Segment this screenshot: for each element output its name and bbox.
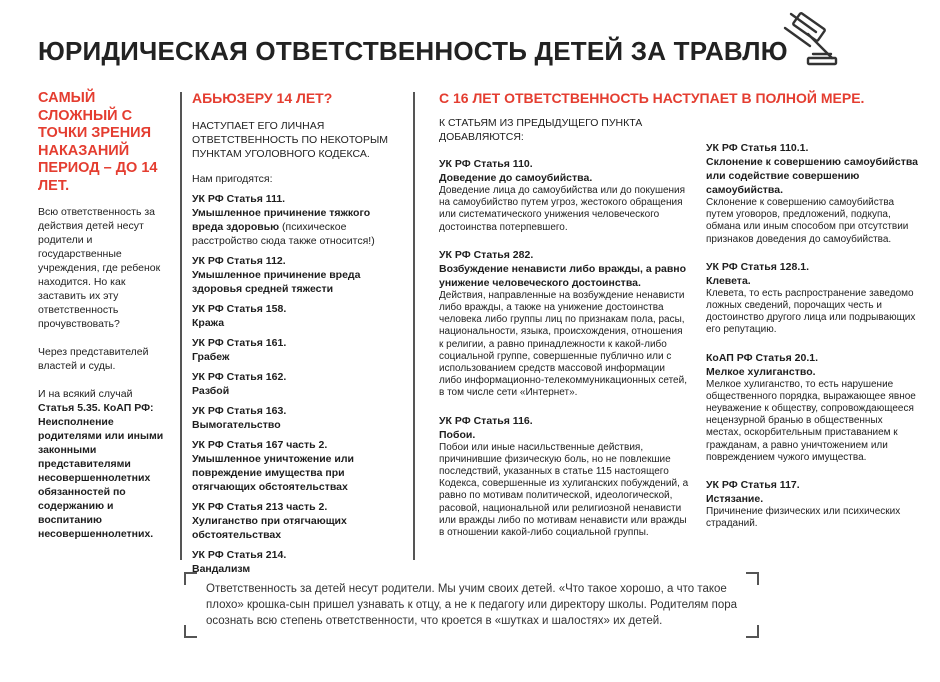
article-code: УК РФ Статья 128.1.	[706, 260, 810, 273]
under-14-paragraph: Через представителей властей и суды.	[38, 346, 149, 372]
article-note: (психическое расстройство сюда также относится!)	[192, 220, 375, 247]
article-title: Склонение к совершению самоубийства или содействие совершению самоубийства.	[706, 156, 918, 196]
gavel-icon	[780, 8, 840, 70]
article-list	[192, 192, 392, 576]
article-title: Доведение до самоубийства.	[439, 172, 593, 184]
article-title: Побои.	[439, 428, 476, 441]
koap-article-code: Статья 5.35. КоАП РФ:	[38, 402, 154, 414]
article-description: Клевета, то есть распространение заведомо ложных сведений, порочащих честь и достоинство другого лица или подрывающих его репутацию.	[706, 287, 916, 336]
article-item	[192, 370, 392, 398]
article-title: Вымогательство	[192, 418, 281, 431]
article-description: Склонение к совершению самоубийства путем уговоров, предложений, подкупа, обмана или иным способом при отсутствии признаков доведения до самоубийства.	[706, 197, 909, 245]
article-title: Хулиганство при отягчающих обстоятельствах	[192, 514, 347, 541]
article-title: Кража	[192, 316, 225, 329]
article-code: КоАП РФ Статья 20.1.	[706, 351, 819, 364]
quote-text: Ответственность за детей несут родители. Мы учим своих детей. «Что такое хорошо, а что такое плохо» крошка-сын пришел узнавать к отцу, а не к педагогу или директору школы. Родителям пора осознать всю степень ответственности, что кроется в «шутках и шалостях» их детей.	[206, 583, 738, 627]
column-under-14	[38, 90, 166, 541]
article-item	[192, 438, 392, 494]
article-title: Клевета.	[706, 274, 751, 287]
article-item	[192, 500, 392, 542]
article-description: Доведение лица до самоубийства или до покушения на самоубийство путем угроз, жестокого обращения или систематического унижения человеческого достоинства потерпевшего.	[439, 185, 686, 233]
koap-article-text: Неисполнение родителями или иными законными представителями несовершеннолетних обязанностей по содержанию и воспитанию несовершеннолетних.	[38, 416, 164, 540]
age-16-heading: С 16 ЛЕТ ОТВЕТСТВЕННОСТЬ НАСТУПАЕТ В ПОЛНОЙ МЕРЕ.	[439, 90, 865, 106]
age-16-subheading: К СТАТЬЯМ ИЗ ПРЕДЫДУЩЕГО ПУНКТА ДОБАВЛЯЮТСЯ:	[439, 117, 643, 143]
article-code: УК РФ Статья 112.	[192, 254, 286, 267]
article-code: УК РФ Статья 213 часть 2.	[192, 500, 328, 513]
article-title: Возбуждение ненависти либо вражды, а равно унижение человеческого достоинства.	[439, 262, 687, 289]
quote-bracket	[184, 572, 197, 585]
article-item	[439, 248, 689, 400]
parents-quote	[184, 572, 759, 638]
article-list	[706, 90, 918, 530]
article-item	[192, 192, 392, 248]
article-code: УК РФ Статья 111.	[192, 192, 286, 205]
article-item	[439, 414, 689, 540]
under-14-paragraph: И на всякий случай	[38, 388, 133, 400]
under-14-paragraph: Всю ответственность за действия детей несут родители и государственные учреждения, где ребенок находится. Но как заставить их эту ответственность прочувствовать?	[38, 206, 161, 330]
article-item	[439, 157, 689, 234]
article-description: Мелкое хулиганство, то есть нарушение общественного порядка, выражающее явное неуважение к обществу, сопровождающееся нецензурной бранью в общественных местах, оскорбительным приставанием к гражданам, а равно уничтожением или повреждением чужого имущества.	[706, 378, 916, 463]
column-divider	[413, 92, 415, 560]
article-title: Истязание.	[706, 493, 764, 506]
article-title: Умышленное причинение тяжкого вреда здоровью	[192, 206, 371, 233]
article-item	[706, 260, 918, 337]
article-description: Причинение физических или психических страданий.	[706, 506, 901, 530]
article-code: УК РФ Статья 158.	[192, 302, 287, 315]
under-14-headline: САМЫЙ СЛОЖНЫЙ С ТОЧКИ ЗРЕНИЯ НАКАЗАНИЙ ПЕРИОД – ДО 14 ЛЕТ.	[38, 90, 158, 194]
article-code: УК РФ Статья 116.	[439, 414, 533, 427]
article-code: УК РФ Статья 161.	[192, 336, 287, 349]
article-code: УК РФ Статья 163.	[192, 404, 287, 417]
column-divider	[180, 92, 182, 560]
article-title: Мелкое хулиганство.	[706, 365, 816, 378]
article-description: Действия, направленные на возбуждение ненависти либо вражды, а также на унижение достоинства человека либо группы лиц по признакам пола, расы, национальности, языка, происхождения, отношения к религии, а равно принадлежности к какой-либо социальной группе, совершенные публично или с использованием средств массовой информации либо информационно-телекоммуникационных сетей, в том числе сети «Интернет».	[439, 289, 687, 399]
article-item	[706, 351, 918, 464]
quote-bracket	[184, 625, 197, 638]
article-code: УК РФ Статья 167 часть 2.	[192, 438, 328, 451]
article-title: Разбой	[192, 384, 230, 397]
article-item	[192, 404, 392, 432]
article-title: Грабеж	[192, 350, 230, 363]
article-code: УК РФ Статья 110.1.	[706, 142, 809, 154]
page-title: ЮРИДИЧЕСКАЯ ОТВЕТСТВЕННОСТЬ ДЕТЕЙ ЗА ТРАВЛЮ	[38, 36, 788, 66]
article-description: Побои или иные насильственные действия, причинившие физическую боль, но не повлекшие последствий, указанных в статье 115 настоящего Кодекса, совершенные из хулиганских побуждений, а равно по мотивам политической, идеологической, расовой, национальной или религиозной ненависти или вражды либо по мотивам ненависти или вражды в отношении какой-либо социальной группы.	[439, 441, 689, 539]
age-14-intro: НАСТУПАЕТ ЕГО ЛИЧНАЯ ОТВЕТСТВЕННОСТЬ ПО НЕКОТОРЫМ ПУНКТАМ УГОЛОВНОГО КОДЕКСА.	[192, 120, 388, 160]
article-list	[439, 157, 689, 539]
article-title: Вандализм	[192, 562, 251, 575]
article-code: УК РФ Статья 117.	[706, 479, 800, 492]
article-code: УК РФ Статья 282.	[439, 248, 534, 261]
column-age-16-continued	[706, 90, 918, 544]
quote-bracket	[746, 572, 759, 585]
age-14-heading: АБЬЮЗЕРУ 14 ЛЕТ?	[192, 90, 333, 106]
article-item	[706, 478, 918, 530]
article-code: УК РФ Статья 214.	[192, 548, 287, 561]
article-title: Умышленное уничтожение или повреждение имущества при отягчающих обстоятельствах	[192, 452, 355, 493]
article-item	[706, 141, 918, 246]
article-item	[192, 336, 392, 364]
article-title: Умышленное причинение вреда здоровья средней тяжести	[192, 268, 361, 295]
article-item	[192, 302, 392, 330]
column-age-14	[192, 90, 392, 582]
age-14-lead: Нам пригодятся:	[192, 172, 273, 185]
article-item	[192, 254, 392, 296]
article-code: УК РФ Статья 162.	[192, 370, 287, 383]
quote-bracket	[746, 625, 759, 638]
article-code: УК РФ Статья 110.	[439, 158, 533, 170]
